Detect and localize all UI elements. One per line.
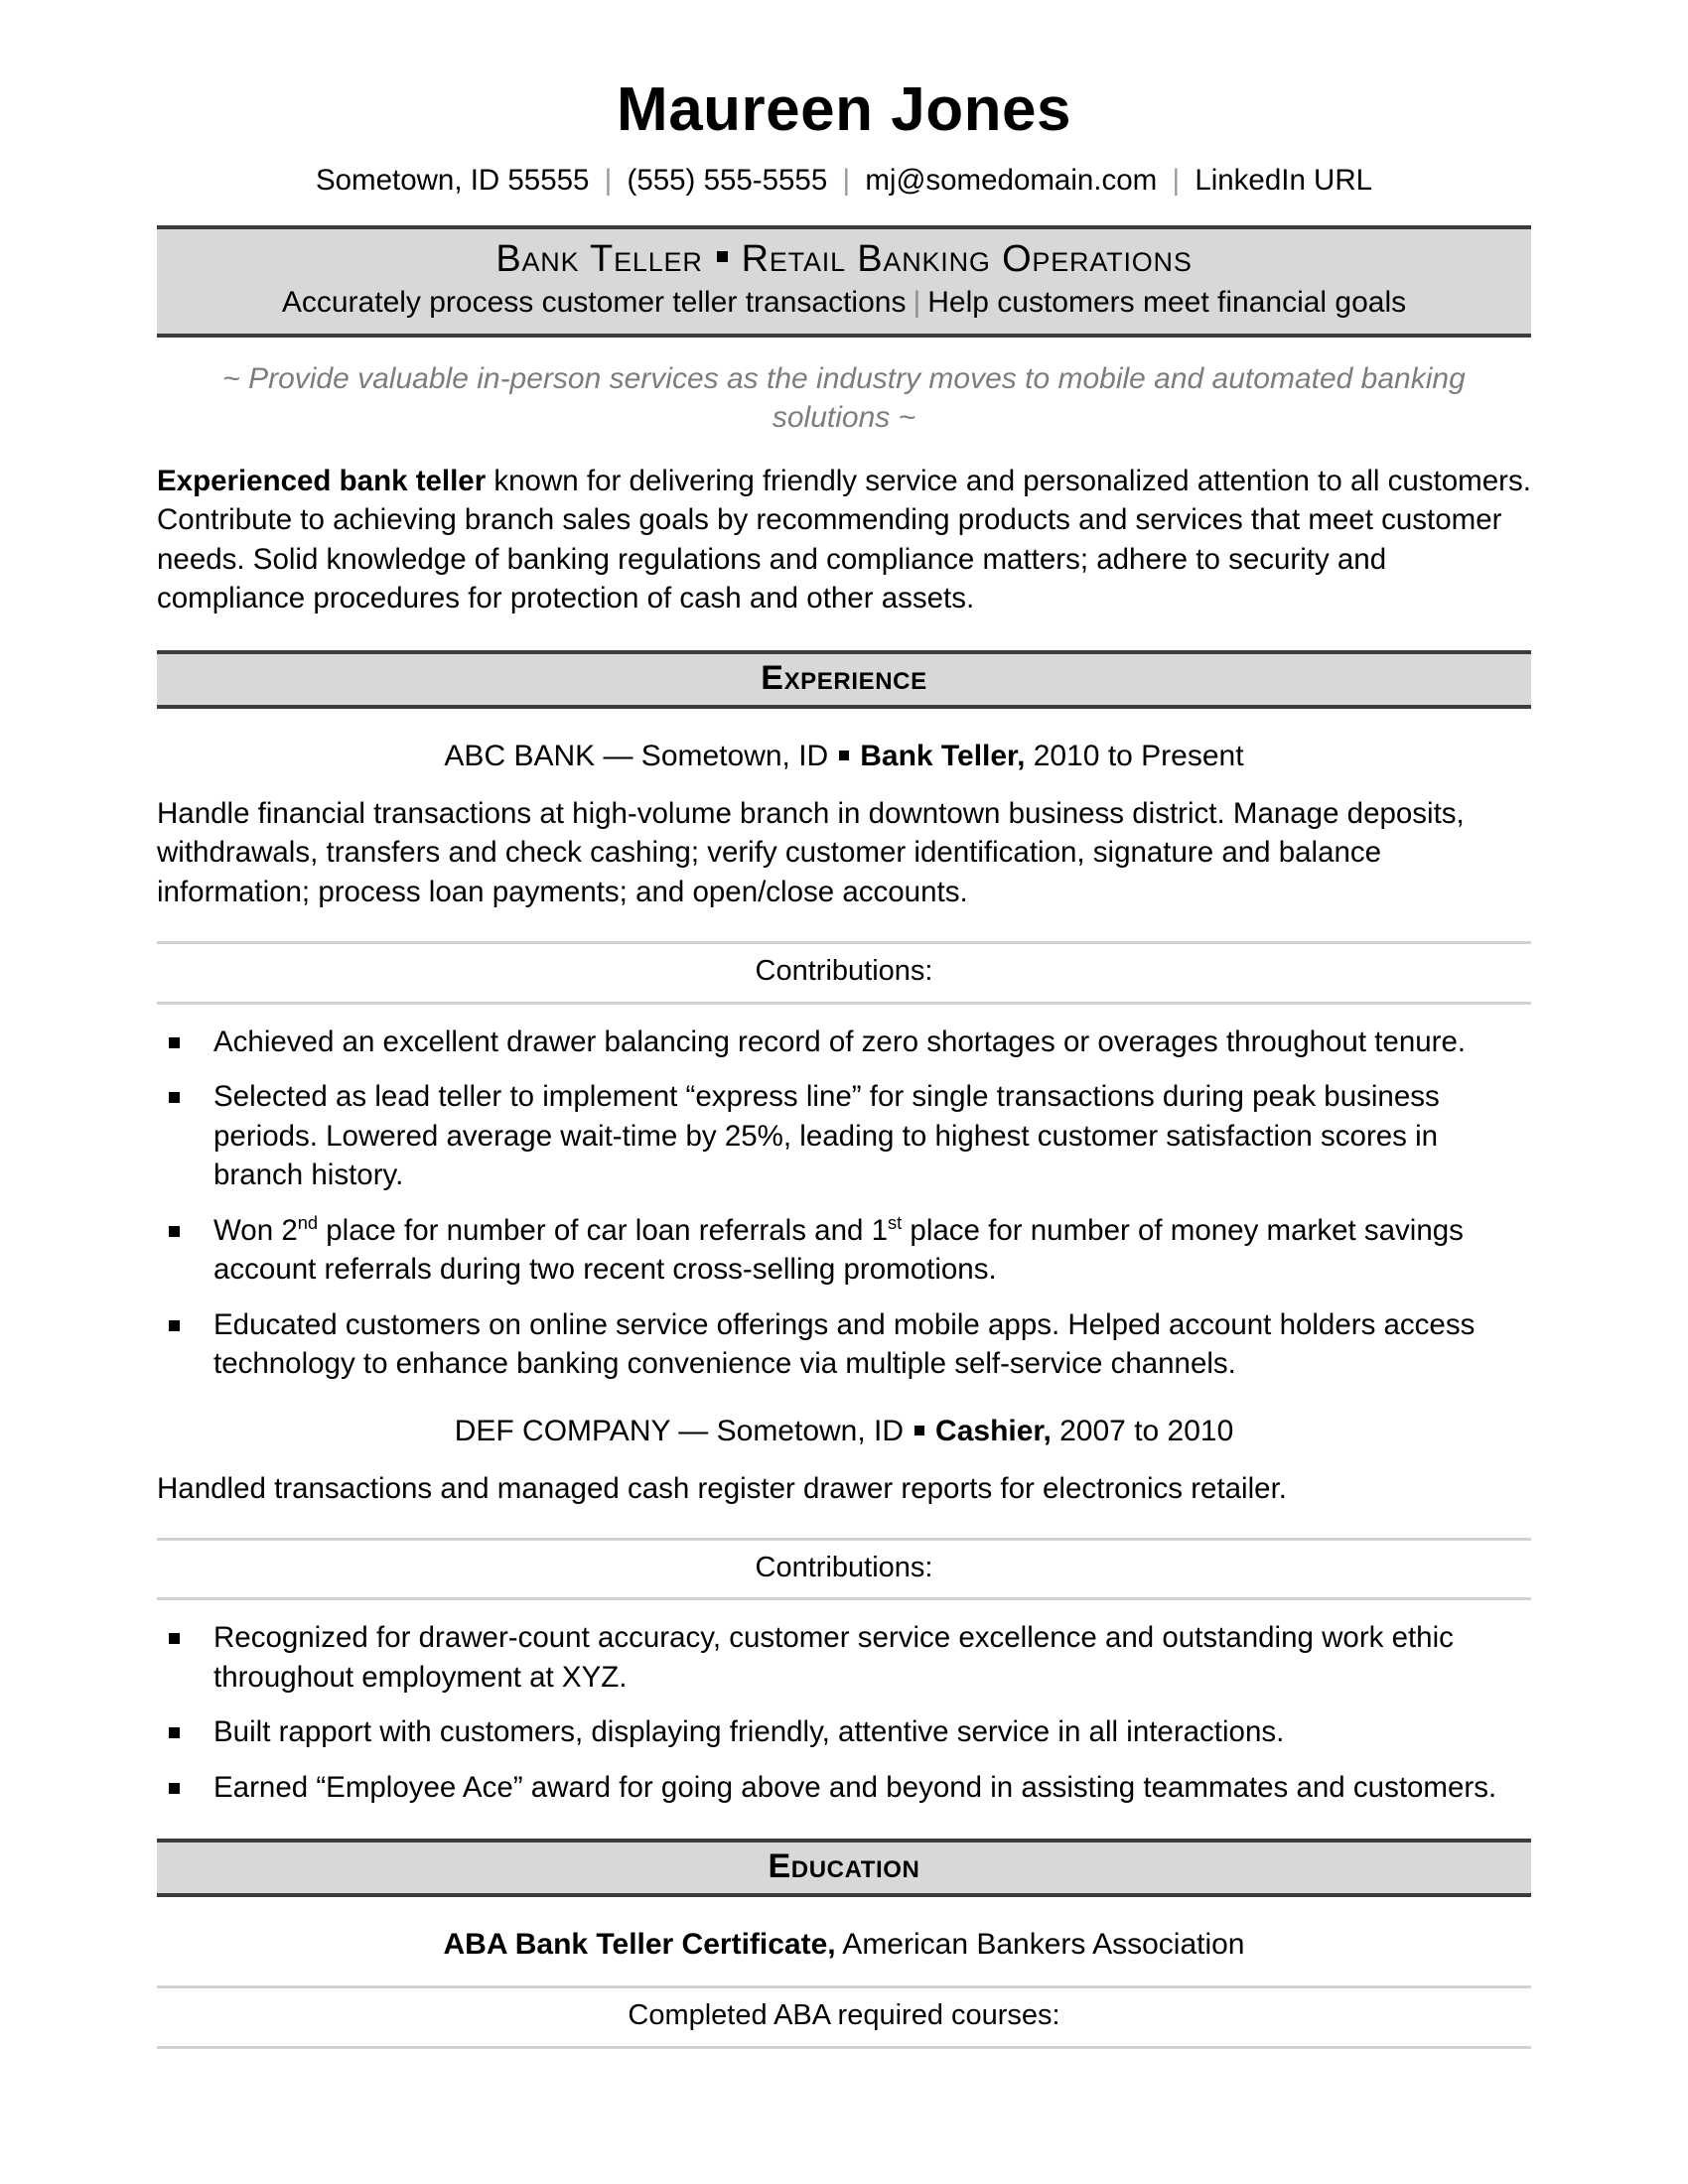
summary-rest: known for delivering friendly service and personalized attention to all customers. Contribute to achieving branch sales goals by recommending products and services that meet customer needs. Solid knowledge of banking regulations and compliance matters; adhere to security and compliance procedures for protection of cash and other assets.: [157, 464, 1531, 615]
education-institution: American Bankers Association: [835, 1928, 1245, 1962]
list-item: [157, 1211, 1531, 1290]
bullet-text: Educated customers on online service offerings and mobile apps. Helped account holders access technology to enhance banking convenience via multiple self-service channels.: [213, 1307, 1476, 1381]
bullet-text: place for number of money market savings account referrals during two recent cross-selling promotions.: [213, 1213, 1464, 1287]
job-entry: [157, 1412, 1531, 1808]
page-title: Maureen Jones: [617, 75, 1071, 144]
job-heading: [157, 737, 1531, 775]
section-header-education: Education: [157, 1839, 1531, 1897]
square-separator-icon: [914, 1426, 924, 1435]
job-entry: [157, 737, 1531, 1384]
headline-sub-right: Help customers meet financial goals: [927, 286, 1407, 320]
job-description: Handle financial transactions at high-volume branch in downtown business district. Manage deposits, withdrawals, transfers and check cashing; verify customer identification, signature and balance information; process loan payments; and open/close accounts.: [157, 796, 1465, 908]
education-entry: [157, 1925, 1531, 1964]
contact-linkedin[interactable]: LinkedIn URL: [1195, 164, 1373, 198]
job-description: Handled transactions and managed cash register drawer reports for electronics retailer.: [157, 1471, 1287, 1505]
job-heading: [157, 1412, 1531, 1450]
job-title: Bank Teller,: [860, 739, 1026, 772]
list-item: [157, 1305, 1531, 1384]
job-dates: 2007 to 2010: [1051, 1414, 1234, 1447]
job-bullets: [157, 1618, 1531, 1807]
bullet-text: Built rapport with customers, displaying friendly, attentive service in all interactions.: [213, 1715, 1285, 1749]
contact-separator: |: [604, 164, 613, 198]
contact-location: Sometown, ID 55555: [315, 164, 590, 198]
education-credential: ABA Bank Teller Certificate,: [443, 1928, 836, 1962]
headline-banner: [157, 225, 1531, 337]
headline-title: [169, 237, 1519, 282]
bullet-text: Won 2: [213, 1213, 298, 1247]
education-courses-label: Completed ABA required courses:: [157, 1985, 1531, 2049]
headline-sub-left: Accurately process customer teller transactions: [281, 286, 907, 320]
bullet-text: Selected as lead teller to implement “express line” for single transactions during peak business periods. Lowered average wait-time by 25%, leading to highest customer satisfaction scores in branch history.: [213, 1080, 1440, 1192]
bullet-text: Recognized for drawer-count accuracy, customer service excellence and outstanding work ethic throughout employment at XYZ.: [213, 1621, 1454, 1694]
bullet-text: Earned “Employee Ace” award for going above and beyond in assisting teammates and customers.: [213, 1770, 1497, 1804]
square-separator-icon: [839, 751, 849, 760]
contributions-label: Contributions:: [157, 941, 1531, 1005]
list-item: [157, 1077, 1531, 1195]
experience-list: [157, 737, 1531, 1808]
list-item: [157, 1023, 1531, 1062]
list-item: [157, 1618, 1531, 1697]
bullet-text: Achieved an excellent drawer balancing record of zero shortages or overages throughout tenure.: [213, 1024, 1467, 1058]
list-item: [157, 1768, 1531, 1808]
headline-title-right: Retail Banking Operations: [741, 238, 1193, 281]
contact-line: [157, 162, 1531, 200]
bullet-text: place for number of car loan referrals and 1: [318, 1213, 888, 1247]
headline-title-left: Bank Teller: [495, 238, 703, 281]
job-bullets: [157, 1023, 1531, 1384]
contact-separator: |: [842, 164, 851, 198]
contact-email[interactable]: mj@somedomain.com: [865, 164, 1158, 198]
contact-separator: |: [1172, 164, 1181, 198]
tagline: ~ Provide valuable in-person services as the industry moves to mobile and automated banking solutions ~: [222, 361, 1466, 434]
job-company: DEF COMPANY — Sometown, ID: [454, 1414, 905, 1447]
bullet-superscript: nd: [297, 1211, 319, 1233]
summary-lead: Experienced bank teller: [157, 464, 487, 497]
job-company: ABC BANK — Sometown, ID: [444, 739, 829, 772]
contact-phone: (555) 555-5555: [627, 164, 828, 198]
job-dates: 2010 to Present: [1025, 739, 1244, 772]
contributions-label: Contributions:: [157, 1538, 1531, 1601]
job-title: Cashier,: [935, 1414, 1052, 1447]
headline-subtitle: [169, 284, 1519, 322]
list-item: [157, 1712, 1531, 1752]
bullet-superscript: st: [888, 1211, 903, 1233]
summary-paragraph: [157, 462, 1531, 618]
section-header-experience: Experience: [157, 650, 1531, 709]
headline-sub-separator: |: [913, 286, 921, 320]
square-separator-icon: [717, 251, 728, 262]
